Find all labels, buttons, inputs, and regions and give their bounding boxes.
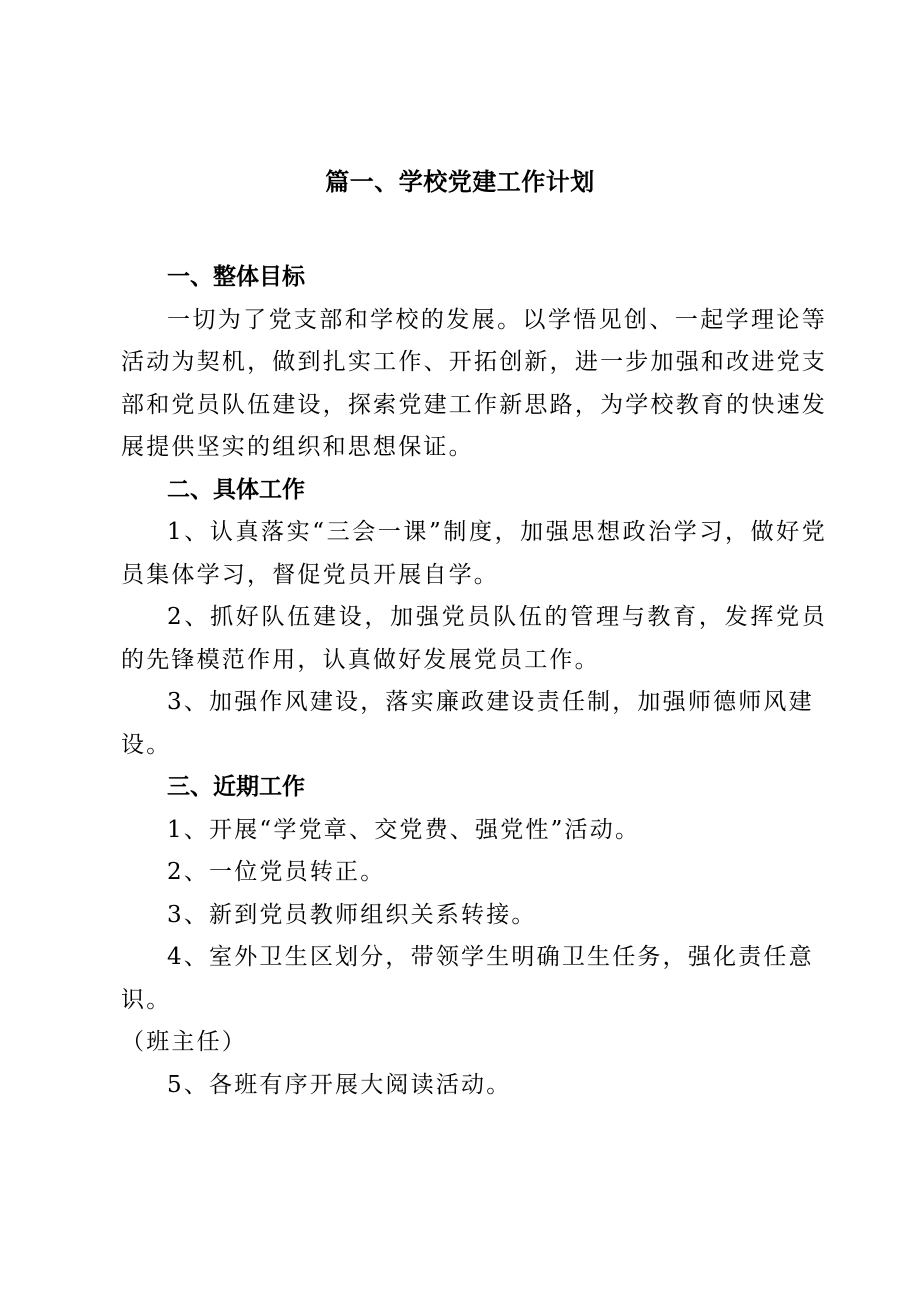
- specific-work-item-1: 1、认真落实“三会一课”制度，加强思想政治学习，做好党员集体学习，督促党员开展自学。: [121, 519, 827, 588]
- recent-work-item-4-note: （班主任）: [121, 1029, 247, 1055]
- recent-work-item-2: 2、一位党员转正。: [167, 859, 386, 885]
- recent-work-item-1: 1、开展“学党章、交党费、强党性”活动。: [167, 816, 641, 843]
- recent-work-item-3: 3、新到党员教师组织关系转接。: [167, 901, 537, 928]
- section-heading-recent-work: 三、近期工作: [167, 774, 305, 800]
- section-heading-overall-goal: 一、整体目标: [167, 264, 305, 290]
- document-body: [121, 256, 827, 1106]
- section-heading-specific-work: 二、具体工作: [167, 476, 305, 503]
- recent-work-item-4: [121, 936, 827, 1064]
- recent-work-item-5: 5、各班有序开展大阅读活动。: [167, 1071, 512, 1098]
- document-title: 篇一、学校党建工作计划: [325, 168, 595, 196]
- overall-goal-paragraph: 一切为了党支部和学校的发展。以学悟见创、一起学理论等活动为契机，做到扎实工作、开拓创新，进一步加强和改进党支部和党员队伍建设，探索党建工作新思路，为学校教育的快速发展提供坚实的组织和思想保证。: [121, 306, 827, 460]
- specific-work-item-2: 2、抓好队伍建设，加强党员队伍的管理与教育，发挥党员的先锋模范作用，认真做好发展党员工作。: [121, 604, 827, 673]
- recent-work-item-4-text: 4、室外卫生区划分，带领学生明确卫生任务，强化责任意识。: [121, 944, 814, 1013]
- specific-work-item-3: 3、加强作风建设，落实廉政建设责任制，加强师德师风建设。: [121, 689, 814, 758]
